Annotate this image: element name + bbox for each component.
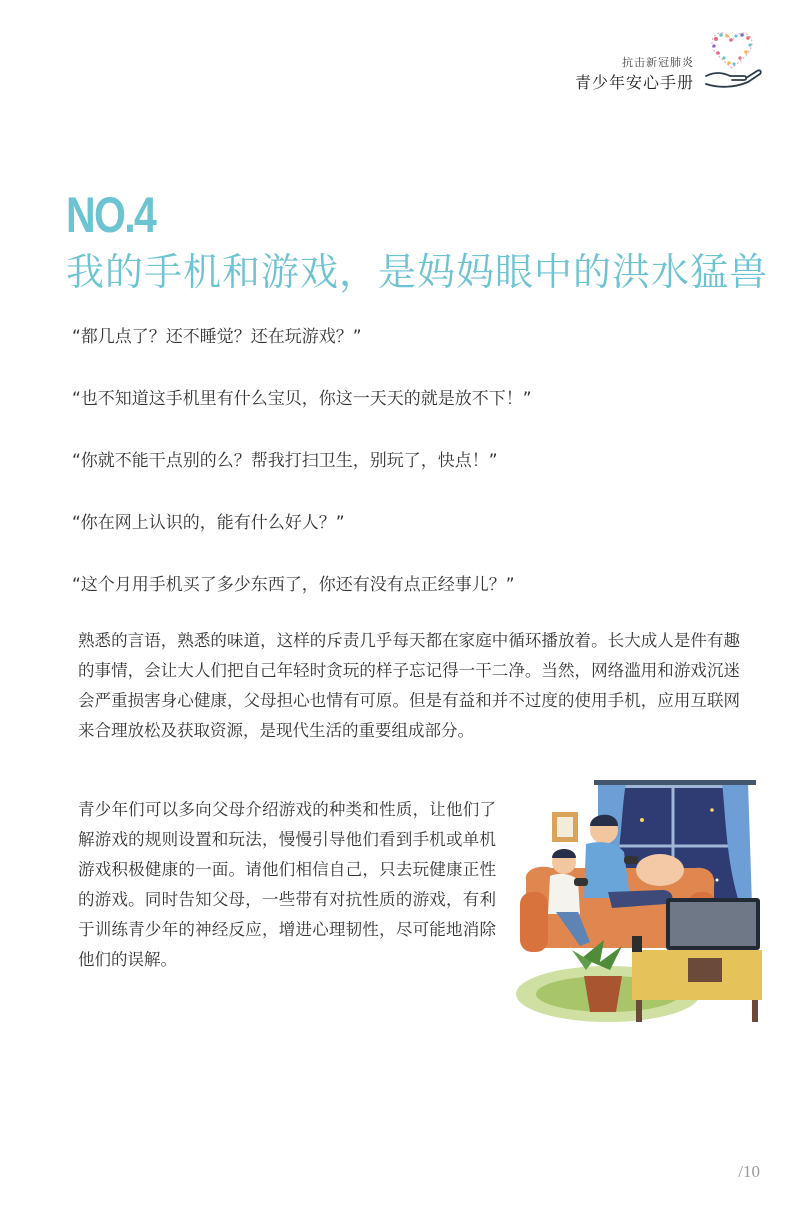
header-subtitle: 抗击新冠肺炎 bbox=[622, 56, 694, 69]
quote-item: “这个月用手机买了多少东西了，你还有没有点正经事儿？” bbox=[72, 575, 515, 595]
header-title: 青少年安心手册 bbox=[574, 73, 694, 92]
family-gaming-illustration bbox=[512, 780, 768, 1030]
body-paragraph: 熟悉的言语，熟悉的味道，这样的斥责几乎每天都在家庭中循环播放着。长大成人是件有趣的事情，会让大人们把自己年轻时贪玩的样子忘记得一干二净。当然，网络滥用和游戏沉迷会严重损害身心健康，父母担心也情有可原。但是有益和并不过度的使用手机，应用互联网来合理放松及获取资源，是现代生活的重要组成部分。 bbox=[78, 631, 740, 740]
quote-item: “也不知道这手机里有什么宝贝，你这一天天的就是放不下！” bbox=[72, 389, 532, 409]
quote-item: “你在网上认识的，能有什么好人？” bbox=[72, 513, 345, 533]
page-header bbox=[544, 24, 764, 94]
page-number: /10 bbox=[738, 1162, 760, 1181]
body-paragraph: 青少年们可以多向父母介绍游戏的种类和性质，让他们了解游戏的规则设置和玩法，慢慢引导他们看到手机或单机游戏积极健康的一面。请他们相信自己，只去玩健康正性的游戏。同时告知父母，一些带有对抗性质的游戏，有利于训练青少年的神经反应，增进心理韧性，尽可能地消除他们的误解。 bbox=[78, 800, 496, 969]
section-number: NO.4 bbox=[66, 187, 156, 243]
quote-item: “你就不能干点别的么？帮我打扫卫生，别玩了，快点！” bbox=[72, 451, 498, 471]
heart-in-hand-icon bbox=[700, 24, 764, 90]
quote-item: “都几点了？还不睡觉？还在玩游戏？” bbox=[72, 327, 362, 347]
section-title: 我的手机和游戏，是妈妈眼中的洪水猛兽 bbox=[66, 250, 769, 294]
quote-list bbox=[72, 324, 752, 634]
